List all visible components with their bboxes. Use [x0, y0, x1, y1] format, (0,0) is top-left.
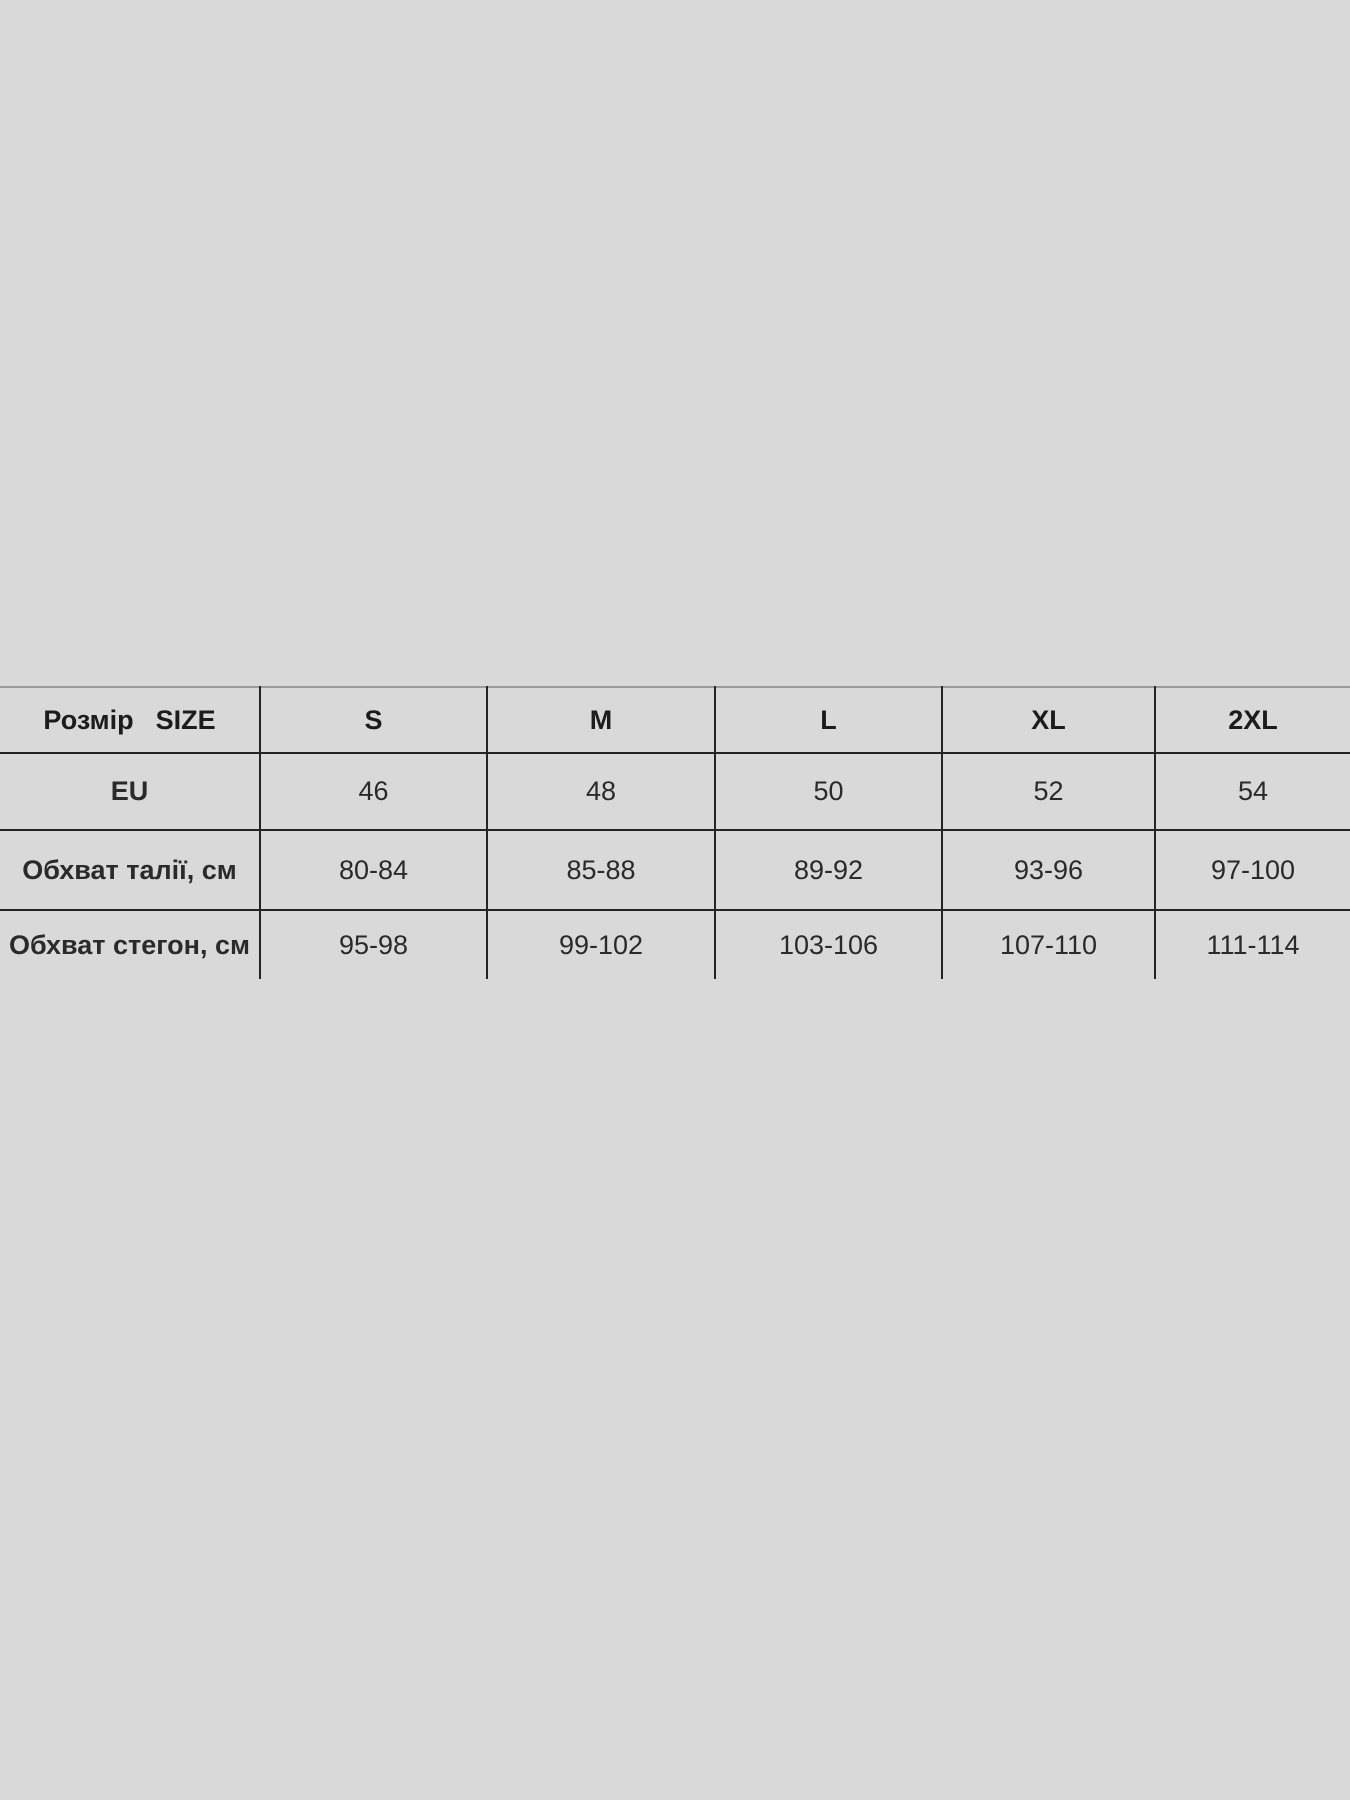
header-cell-xl: XL [942, 687, 1155, 753]
row-label-waist: Обхват талії, см [0, 830, 260, 910]
header-cell-l: L [715, 687, 942, 753]
size-label-english: SIZE [155, 704, 216, 735]
row-waist [0, 830, 1350, 910]
size-label-ukrainian: Розмір [43, 704, 134, 735]
table-cell: 107-110 [942, 910, 1155, 979]
size-chart-table [0, 686, 1350, 979]
size-chart [0, 686, 1350, 979]
header-cell-s: S [260, 687, 487, 753]
table-cell: 52 [942, 753, 1155, 830]
table-cell: 89-92 [715, 830, 942, 910]
table-cell: 48 [487, 753, 715, 830]
table-cell: 93-96 [942, 830, 1155, 910]
table-cell: 99-102 [487, 910, 715, 979]
row-hips [0, 910, 1350, 979]
table-cell: 80-84 [260, 830, 487, 910]
table-cell: 111-114 [1155, 910, 1350, 979]
table-cell: 50 [715, 753, 942, 830]
table-cell: 103-106 [715, 910, 942, 979]
table-cell: 46 [260, 753, 487, 830]
table-cell: 97-100 [1155, 830, 1350, 910]
header-row [0, 687, 1350, 753]
row-label-hips: Обхват стегон, см [9, 929, 250, 960]
table-cell: 54 [1155, 753, 1350, 830]
header-cell-2xl: 2XL [1155, 687, 1350, 753]
table-cell: 95-98 [260, 910, 487, 979]
row-eu [0, 753, 1350, 830]
table-cell: 85-88 [487, 830, 715, 910]
header-cell-size-label [0, 687, 260, 753]
header-cell-m: M [487, 687, 715, 753]
size-label-group [43, 705, 215, 736]
row-label-eu: EU [0, 753, 260, 830]
